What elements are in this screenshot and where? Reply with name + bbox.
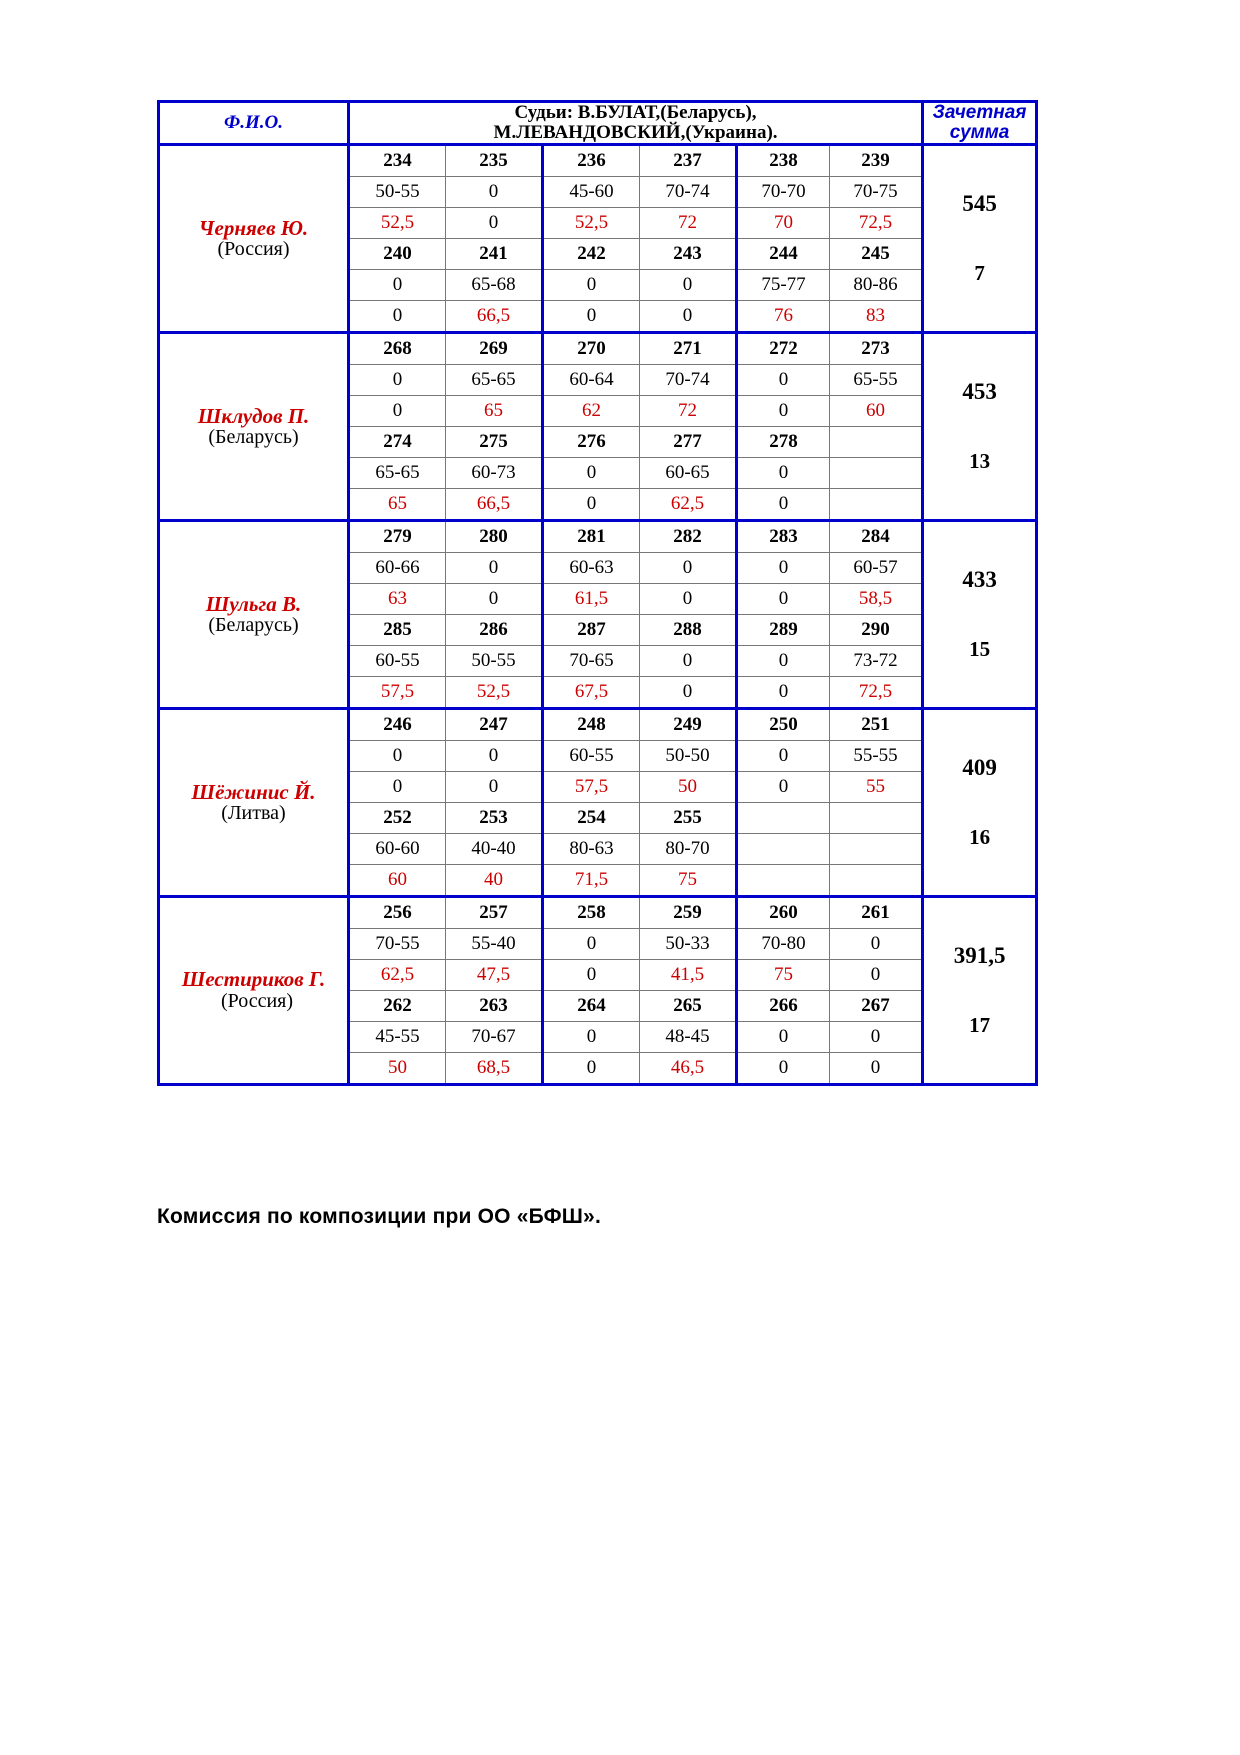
raw-score: 0 bbox=[830, 1021, 923, 1052]
raw-score: 73-72 bbox=[830, 645, 923, 676]
points: 0 bbox=[349, 300, 446, 332]
athlete-name-cell bbox=[159, 896, 349, 1084]
points: 0 bbox=[446, 583, 543, 614]
points: 66,5 bbox=[446, 488, 543, 520]
problem-id: 251 bbox=[830, 708, 923, 740]
total-score-cell bbox=[923, 520, 1037, 708]
athlete-country: (Россия) bbox=[220, 990, 294, 1013]
points: 0 bbox=[830, 959, 923, 990]
points: 47,5 bbox=[446, 959, 543, 990]
problem-id: 285 bbox=[349, 614, 446, 645]
problem-id: 249 bbox=[640, 708, 737, 740]
points: 0 bbox=[737, 395, 830, 426]
raw-score: 50-33 bbox=[640, 928, 737, 959]
points: 71,5 bbox=[543, 864, 640, 896]
problem-id: 263 bbox=[446, 990, 543, 1021]
athlete-name: Шульга В. bbox=[205, 591, 302, 616]
points: 57,5 bbox=[543, 771, 640, 802]
problem-id: 240 bbox=[349, 238, 446, 269]
problem-id: 264 bbox=[543, 990, 640, 1021]
raw-score: 0 bbox=[446, 552, 543, 583]
problem-id: 282 bbox=[640, 520, 737, 552]
points: 75 bbox=[640, 864, 737, 896]
points: 41,5 bbox=[640, 959, 737, 990]
total-score-cell bbox=[923, 144, 1037, 332]
raw-score: 65-65 bbox=[349, 457, 446, 488]
raw-score: 0 bbox=[349, 269, 446, 300]
header-fio: Ф.И.О. bbox=[159, 102, 349, 145]
points: 62,5 bbox=[640, 488, 737, 520]
points-empty bbox=[737, 864, 830, 896]
raw-score: 70-80 bbox=[737, 928, 830, 959]
table-row bbox=[159, 144, 1037, 176]
problem-id-empty bbox=[737, 802, 830, 833]
problem-id: 253 bbox=[446, 802, 543, 833]
problem-id: 241 bbox=[446, 238, 543, 269]
problem-id: 259 bbox=[640, 896, 737, 928]
points: 61,5 bbox=[543, 583, 640, 614]
points: 65 bbox=[349, 488, 446, 520]
athlete-name: Черняев Ю. bbox=[198, 215, 309, 240]
points: 83 bbox=[830, 300, 923, 332]
problem-id: 242 bbox=[543, 238, 640, 269]
problem-id: 245 bbox=[830, 238, 923, 269]
raw-score: 70-67 bbox=[446, 1021, 543, 1052]
raw-score-empty bbox=[830, 833, 923, 864]
raw-score: 0 bbox=[349, 740, 446, 771]
raw-score: 0 bbox=[640, 552, 737, 583]
raw-score: 48-45 bbox=[640, 1021, 737, 1052]
points: 40 bbox=[446, 864, 543, 896]
table-row bbox=[159, 332, 1037, 364]
points: 72,5 bbox=[830, 207, 923, 238]
total-score: 391,5 bbox=[953, 943, 1006, 969]
points: 63 bbox=[349, 583, 446, 614]
table-row bbox=[159, 520, 1037, 552]
rank-number: 13 bbox=[969, 449, 991, 474]
total-score: 545 bbox=[962, 191, 997, 217]
points: 66,5 bbox=[446, 300, 543, 332]
points: 0 bbox=[640, 300, 737, 332]
points: 67,5 bbox=[543, 676, 640, 708]
raw-score: 0 bbox=[349, 364, 446, 395]
problem-id: 236 bbox=[543, 144, 640, 176]
raw-score: 0 bbox=[543, 1021, 640, 1052]
problem-id: 258 bbox=[543, 896, 640, 928]
problem-id: 239 bbox=[830, 144, 923, 176]
points: 0 bbox=[543, 1052, 640, 1084]
raw-score: 60-55 bbox=[349, 645, 446, 676]
problem-id-empty bbox=[830, 426, 923, 457]
points: 0 bbox=[446, 771, 543, 802]
problem-id: 252 bbox=[349, 802, 446, 833]
points: 60 bbox=[349, 864, 446, 896]
table-row bbox=[159, 896, 1037, 928]
total-score: 409 bbox=[962, 755, 997, 781]
points: 72 bbox=[640, 395, 737, 426]
points: 52,5 bbox=[446, 676, 543, 708]
problem-id: 268 bbox=[349, 332, 446, 364]
points-empty bbox=[830, 488, 923, 520]
athlete-name-cell bbox=[159, 332, 349, 520]
raw-score: 60-65 bbox=[640, 457, 737, 488]
problem-id: 286 bbox=[446, 614, 543, 645]
raw-score: 0 bbox=[543, 457, 640, 488]
points: 50 bbox=[640, 771, 737, 802]
problem-id: 274 bbox=[349, 426, 446, 457]
total-score: 453 bbox=[962, 379, 997, 405]
raw-score: 60-60 bbox=[349, 833, 446, 864]
points: 58,5 bbox=[830, 583, 923, 614]
athlete-name: Шклудов П. bbox=[197, 403, 310, 428]
problem-id: 283 bbox=[737, 520, 830, 552]
raw-score: 60-55 bbox=[543, 740, 640, 771]
total-label-line-1: Зачетная bbox=[932, 102, 1027, 123]
footer-note: Комиссия по композиции при ОО «БФШ». bbox=[157, 1205, 601, 1228]
raw-score: 0 bbox=[737, 1021, 830, 1052]
problem-id: 278 bbox=[737, 426, 830, 457]
problem-id: 257 bbox=[446, 896, 543, 928]
problem-id: 247 bbox=[446, 708, 543, 740]
points: 62 bbox=[543, 395, 640, 426]
points: 72 bbox=[640, 207, 737, 238]
raw-score: 80-70 bbox=[640, 833, 737, 864]
problem-id: 289 bbox=[737, 614, 830, 645]
points: 68,5 bbox=[446, 1052, 543, 1084]
athlete-country: (Россия) bbox=[217, 237, 290, 260]
problem-id: 269 bbox=[446, 332, 543, 364]
total-label-line-2: сумма bbox=[949, 121, 1010, 143]
raw-score: 60-66 bbox=[349, 552, 446, 583]
problem-id: 276 bbox=[543, 426, 640, 457]
problem-id: 279 bbox=[349, 520, 446, 552]
problem-id: 238 bbox=[737, 144, 830, 176]
points: 75 bbox=[737, 959, 830, 990]
points: 0 bbox=[349, 395, 446, 426]
problem-id: 290 bbox=[830, 614, 923, 645]
raw-score: 0 bbox=[543, 928, 640, 959]
rank-number: 17 bbox=[969, 1013, 991, 1038]
athlete-country: (Беларусь) bbox=[208, 425, 299, 448]
points: 0 bbox=[543, 300, 640, 332]
raw-score: 75-77 bbox=[737, 269, 830, 300]
raw-score: 60-57 bbox=[830, 552, 923, 583]
points: 0 bbox=[446, 207, 543, 238]
problem-id: 271 bbox=[640, 332, 737, 364]
raw-score: 65-55 bbox=[830, 364, 923, 395]
raw-score: 0 bbox=[830, 928, 923, 959]
athlete-name: Шестириков Г. bbox=[181, 967, 326, 992]
points: 0 bbox=[737, 1052, 830, 1084]
raw-score: 0 bbox=[737, 364, 830, 395]
problem-id: 250 bbox=[737, 708, 830, 740]
raw-score: 70-65 bbox=[543, 645, 640, 676]
problem-id: 256 bbox=[349, 896, 446, 928]
judges-line-1: Судьи: В.БУЛАТ,(Беларусь), bbox=[514, 102, 757, 123]
points: 65 bbox=[446, 395, 543, 426]
raw-score-empty bbox=[830, 457, 923, 488]
points: 0 bbox=[640, 676, 737, 708]
problem-id: 270 bbox=[543, 332, 640, 364]
problem-id: 277 bbox=[640, 426, 737, 457]
raw-score: 60-73 bbox=[446, 457, 543, 488]
header-total-score bbox=[923, 102, 1037, 145]
raw-score: 70-70 bbox=[737, 176, 830, 207]
raw-score: 65-65 bbox=[446, 364, 543, 395]
points: 0 bbox=[543, 488, 640, 520]
raw-score: 70-75 bbox=[830, 176, 923, 207]
raw-score: 0 bbox=[737, 457, 830, 488]
raw-score: 0 bbox=[640, 645, 737, 676]
total-score-cell bbox=[923, 896, 1037, 1084]
points: 0 bbox=[737, 676, 830, 708]
judges-line-2: М.ЛЕВАНДОВСКИЙ,(Украина). bbox=[493, 121, 778, 143]
problem-id: 243 bbox=[640, 238, 737, 269]
problem-id: 284 bbox=[830, 520, 923, 552]
athlete-country: (Литва) bbox=[221, 801, 286, 824]
problem-id: 255 bbox=[640, 802, 737, 833]
points: 0 bbox=[543, 959, 640, 990]
problem-id: 280 bbox=[446, 520, 543, 552]
raw-score: 0 bbox=[640, 269, 737, 300]
raw-score: 70-74 bbox=[640, 176, 737, 207]
raw-score: 50-55 bbox=[446, 645, 543, 676]
results-table bbox=[157, 100, 1038, 1086]
raw-score: 0 bbox=[446, 740, 543, 771]
total-score-cell bbox=[923, 708, 1037, 896]
athlete-name-cell bbox=[159, 708, 349, 896]
raw-score: 0 bbox=[446, 176, 543, 207]
raw-score-empty bbox=[737, 833, 830, 864]
header-judges bbox=[349, 102, 923, 145]
points: 52,5 bbox=[543, 207, 640, 238]
problem-id: 281 bbox=[543, 520, 640, 552]
raw-score: 70-55 bbox=[349, 928, 446, 959]
problem-id: 234 bbox=[349, 144, 446, 176]
raw-score: 70-74 bbox=[640, 364, 737, 395]
athlete-name-wrap bbox=[160, 968, 347, 1012]
raw-score: 80-63 bbox=[543, 833, 640, 864]
raw-score: 80-86 bbox=[830, 269, 923, 300]
points: 46,5 bbox=[640, 1052, 737, 1084]
points: 0 bbox=[349, 771, 446, 802]
points: 62,5 bbox=[349, 959, 446, 990]
problem-id: 273 bbox=[830, 332, 923, 364]
problem-id: 275 bbox=[446, 426, 543, 457]
rank-number: 16 bbox=[969, 825, 991, 850]
raw-score: 0 bbox=[737, 740, 830, 771]
points: 0 bbox=[830, 1052, 923, 1084]
athlete-name: Шёжинис Й. bbox=[191, 779, 316, 804]
total-score-cell bbox=[923, 332, 1037, 520]
raw-score: 50-55 bbox=[349, 176, 446, 207]
problem-id: 237 bbox=[640, 144, 737, 176]
raw-score: 60-63 bbox=[543, 552, 640, 583]
raw-score: 55-40 bbox=[446, 928, 543, 959]
raw-score: 45-60 bbox=[543, 176, 640, 207]
problem-id-empty bbox=[830, 802, 923, 833]
raw-score: 0 bbox=[737, 552, 830, 583]
results-table-wrapper bbox=[157, 100, 1035, 1086]
raw-score: 55-55 bbox=[830, 740, 923, 771]
rank-number: 15 bbox=[969, 637, 991, 662]
problem-id: 261 bbox=[830, 896, 923, 928]
problem-id: 246 bbox=[349, 708, 446, 740]
problem-id: 266 bbox=[737, 990, 830, 1021]
raw-score: 0 bbox=[737, 645, 830, 676]
problem-id: 272 bbox=[737, 332, 830, 364]
points: 70 bbox=[737, 207, 830, 238]
raw-score: 40-40 bbox=[446, 833, 543, 864]
points: 0 bbox=[737, 583, 830, 614]
athlete-name-cell bbox=[159, 144, 349, 332]
table-row bbox=[159, 708, 1037, 740]
problem-id: 262 bbox=[349, 990, 446, 1021]
rank-number: 7 bbox=[974, 261, 985, 286]
problem-id: 244 bbox=[737, 238, 830, 269]
points: 60 bbox=[830, 395, 923, 426]
problem-id: 265 bbox=[640, 990, 737, 1021]
points: 0 bbox=[640, 583, 737, 614]
problem-id: 254 bbox=[543, 802, 640, 833]
problem-id: 287 bbox=[543, 614, 640, 645]
problem-id: 248 bbox=[543, 708, 640, 740]
points: 57,5 bbox=[349, 676, 446, 708]
problem-id: 267 bbox=[830, 990, 923, 1021]
raw-score: 45-55 bbox=[349, 1021, 446, 1052]
problem-id: 288 bbox=[640, 614, 737, 645]
raw-score: 0 bbox=[543, 269, 640, 300]
points-empty bbox=[830, 864, 923, 896]
points: 0 bbox=[737, 771, 830, 802]
athlete-name-cell bbox=[159, 520, 349, 708]
points: 55 bbox=[830, 771, 923, 802]
points: 50 bbox=[349, 1052, 446, 1084]
table-header-row bbox=[159, 102, 1037, 145]
points: 0 bbox=[737, 488, 830, 520]
raw-score: 50-50 bbox=[640, 740, 737, 771]
problem-id: 235 bbox=[446, 144, 543, 176]
raw-score: 65-68 bbox=[446, 269, 543, 300]
points: 76 bbox=[737, 300, 830, 332]
athlete-country: (Беларусь) bbox=[208, 613, 299, 636]
raw-score: 60-64 bbox=[543, 364, 640, 395]
problem-id: 260 bbox=[737, 896, 830, 928]
points: 52,5 bbox=[349, 207, 446, 238]
points: 72,5 bbox=[830, 676, 923, 708]
total-score: 433 bbox=[962, 567, 997, 593]
